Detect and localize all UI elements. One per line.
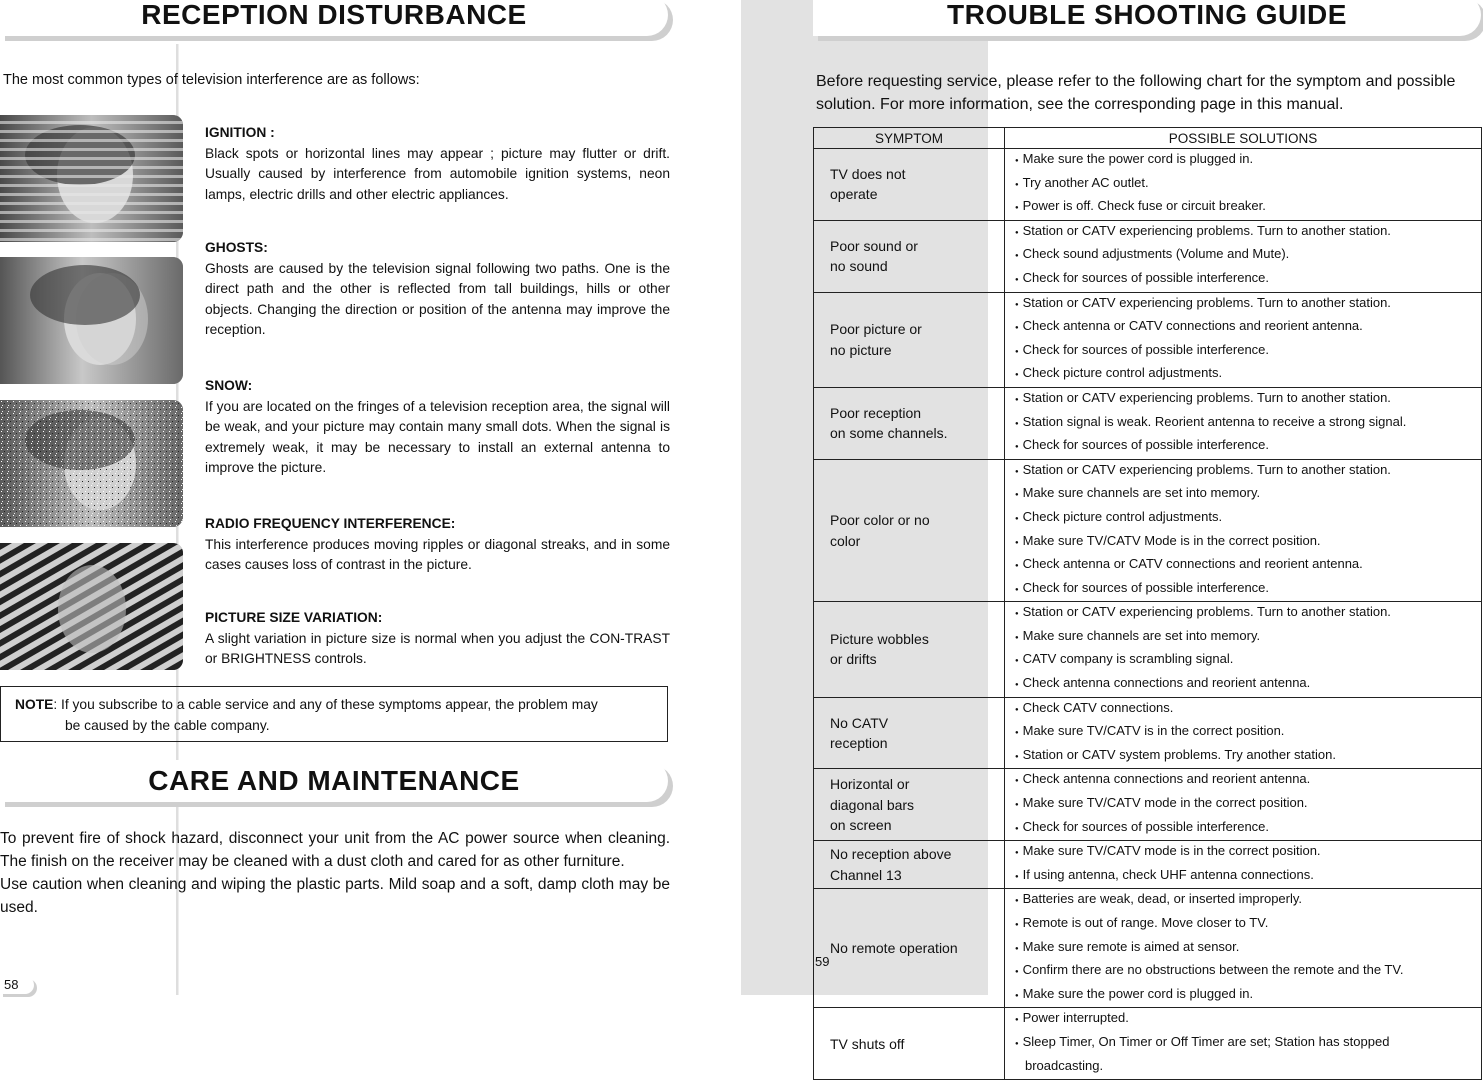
- table-row: [814, 1008, 1482, 1080]
- solutions-cell: [1005, 602, 1482, 697]
- solutions-cell: [1005, 459, 1482, 602]
- symptom-cell: [814, 1008, 1005, 1080]
- symptom-line: No CATV: [830, 714, 889, 731]
- ghosts-text: Ghosts are caused by the television signal following two paths. One is the direct path and the other is reflected from tall buildings, hills or other objects. Changing the direction or position of the antenna may improve the reception.: [205, 260, 670, 337]
- snow-interference-photo: [0, 400, 183, 527]
- symptom-cell: [814, 292, 1005, 387]
- solution-item: ● Check for sources of possible interference.: [1015, 578, 1473, 602]
- solution-item: ● Batteries are weak, dead, or inserted improperly.: [1015, 889, 1473, 913]
- symptom-line: No remote operation: [830, 940, 958, 957]
- left-page: [0, 0, 676, 995]
- symptom-line: Poor picture or: [830, 321, 922, 338]
- solution-item: ● Make sure the power cord is plugged in.: [1015, 984, 1473, 1008]
- cable-note-box: [0, 686, 668, 742]
- solution-item: ● Try another AC outlet.: [1015, 173, 1473, 197]
- snow-photo-art: [0, 400, 183, 527]
- table-row: [814, 459, 1482, 602]
- solution-item: ● Confirm there are no obstructions between the remote and the TV.: [1015, 960, 1473, 984]
- solution-item: ● Station or CATV system problems. Try another station.: [1015, 745, 1473, 769]
- symptom-cell: [814, 602, 1005, 697]
- solution-item: ● Station or CATV experiencing problems. Turn to another station.: [1015, 293, 1473, 317]
- ignition-section: [205, 123, 670, 205]
- rf-section: [205, 514, 670, 576]
- snow-heading: SNOW:: [205, 378, 253, 393]
- symptom-line: Picture wobbles: [830, 630, 929, 647]
- solution-item: ● Make sure channels are set into memory.: [1015, 483, 1473, 507]
- solution-item: ● Check antenna or CATV connections and reorient antenna.: [1015, 316, 1473, 340]
- page-number-58: 58: [0, 976, 34, 994]
- solution-item: ● Make sure TV/CATV is in the correct position.: [1015, 721, 1473, 745]
- solution-item: ● Check antenna connections and reorient antenna.: [1015, 673, 1473, 697]
- ghosts-section: [205, 238, 670, 341]
- ghosts-interference-photo: [0, 257, 183, 384]
- reception-title-banner: [0, 0, 668, 36]
- note-line1: : If you subscribe to a cable service and any of these symptoms appear, the problem may: [53, 697, 598, 712]
- symptom-line: diagonal bars: [830, 796, 915, 813]
- symptom-line: Poor reception: [830, 404, 922, 421]
- symptom-line: Poor color or no: [830, 512, 930, 528]
- table-row: [814, 602, 1482, 697]
- symptom-cell: [814, 697, 1005, 769]
- note-line2: be caused by the cable company.: [65, 718, 270, 733]
- care-text: [0, 827, 670, 919]
- solution-item: ● Check sound adjustments (Volume and Mute).: [1015, 244, 1473, 268]
- solution-item: ● Check for sources of possible interference.: [1015, 435, 1473, 459]
- solution-item: broadcasting.: [1025, 1057, 1104, 1073]
- solution-item: ● Make sure TV/CATV Mode is in the correct position.: [1015, 531, 1473, 555]
- symptom-line: Horizontal or: [830, 776, 910, 793]
- symptom-line: color: [830, 532, 861, 549]
- symptom-line: No reception above: [830, 846, 952, 863]
- solution-item: ● Station or CATV experiencing problems. Turn to another station.: [1015, 460, 1473, 484]
- solution-item: ● Make sure remote is aimed at sensor.: [1015, 937, 1473, 961]
- solutions-cell: [1005, 1008, 1482, 1080]
- solution-item: ● Make sure TV/CATV mode is in the correct position.: [1015, 841, 1473, 865]
- solution-item: ● Make sure channels are set into memory.: [1015, 626, 1473, 650]
- size-variation-heading: PICTURE SIZE VARIATION:: [205, 610, 383, 625]
- solution-item: ● Sleep Timer, On Timer or Off Timer are set; Station has stopped: [1015, 1032, 1473, 1056]
- table-row: [814, 387, 1482, 459]
- ignition-text: Black spots or horizontal lines may appear ; picture may flutter or drift. Usually caused by interference from automobile ignition systems, neon lamps, electric drills and other electric appliances.: [205, 145, 670, 202]
- table-row: [814, 292, 1482, 387]
- solution-item: ● Check picture control adjustments.: [1015, 363, 1473, 387]
- trouble-shooting-table: [813, 127, 1482, 1080]
- size-variation-text: A slight variation in picture size is normal when you adjust the CON-TRAST or BRIGHTNESS controls.: [205, 630, 670, 666]
- solution-item: ● Check for sources of possible interference.: [1015, 817, 1473, 841]
- symptom-line: no sound: [830, 258, 888, 275]
- solutions-cell: [1005, 769, 1482, 841]
- symptom-cell: [814, 220, 1005, 292]
- rf-photo-art: [0, 543, 183, 670]
- snow-section: [205, 376, 670, 479]
- solutions-cell: [1005, 220, 1482, 292]
- care-title-banner: [0, 760, 668, 802]
- solution-item: ● Station signal is weak. Reorient antenna to receive a strong signal.: [1015, 412, 1473, 436]
- symptom-line: operate: [830, 186, 878, 203]
- page-title-care: CARE AND MAINTENANCE: [148, 765, 520, 796]
- ghosts-photo-art: [0, 257, 183, 384]
- solution-item: ● Check for sources of possible interference.: [1015, 340, 1473, 364]
- ignition-interference-photo: [0, 115, 183, 242]
- solution-item: ● Station or CATV experiencing problems. Turn to another station.: [1015, 388, 1473, 412]
- symptom-cell: [814, 841, 1005, 889]
- note-label: NOTE: [15, 697, 54, 712]
- trouble-table-body: [814, 149, 1482, 1080]
- ignition-heading: IGNITION :: [205, 125, 275, 140]
- symptom-line: Channel 13: [830, 866, 902, 883]
- table-row: [814, 769, 1482, 841]
- symptom-line: no picture: [830, 341, 892, 358]
- trouble-intro: Before requesting service, please refer to the following chart for the symptom and possible solution. For more information, see the corresponding page in this manual.: [816, 73, 1456, 113]
- snow-text: If you are located on the fringes of a television reception area, the signal will be weak, and your picture may contain many small dots. When the signal is extremely weak, it may be necessary to install an external antenna to improve the picture.: [205, 398, 670, 475]
- solution-item: ● CATV company is scrambling signal.: [1015, 649, 1473, 673]
- table-row: [814, 220, 1482, 292]
- solutions-cell: [1005, 889, 1482, 1008]
- solution-item: ● Station or CATV experiencing problems. Turn to another station.: [1015, 602, 1473, 626]
- solution-item: ● Check CATV connections.: [1015, 698, 1473, 722]
- solution-item: ● Check for sources of possible interference.: [1015, 268, 1473, 292]
- radio-frequency-interference-photo: [0, 543, 183, 670]
- symptom-cell: [814, 459, 1005, 602]
- solutions-cell: [1005, 292, 1482, 387]
- table-row: [814, 889, 1482, 1008]
- care-paragraph-1: To prevent fire of shock hazard, disconnect your unit from the AC power source when cleaning. The finish on the receiver may be cleaned with a dust cloth and cared for as other furniture.: [0, 830, 670, 870]
- symptom-header: SYMPTOM: [814, 128, 1005, 149]
- solutions-cell: [1005, 149, 1482, 221]
- symptom-line: Poor sound or: [830, 237, 918, 254]
- page-title-trouble: TROUBLE SHOOTING GUIDE: [947, 0, 1347, 30]
- ghosts-heading: GHOSTS:: [205, 240, 268, 255]
- symptom-line: TV does not: [830, 165, 906, 182]
- table-row: [814, 697, 1482, 769]
- solution-item: ● Remote is out of range. Move closer to TV.: [1015, 913, 1473, 937]
- rf-text: This interference produces moving ripples or diagonal streaks, and in some cases causes loss of contrast in the picture.: [205, 536, 670, 572]
- solutions-header: POSSIBLE SOLUTIONS: [1005, 128, 1482, 149]
- solution-item: ● Make sure the power cord is plugged in.: [1015, 149, 1473, 173]
- solution-item: ● Power is off. Check fuse or circuit breaker.: [1015, 196, 1473, 220]
- symptom-cell: [814, 769, 1005, 841]
- rf-heading: RADIO FREQUENCY INTERFERENCE:: [205, 516, 456, 531]
- table-row: [814, 841, 1482, 889]
- symptom-cell: [814, 149, 1005, 221]
- solution-item: ● If using antenna, check UHF antenna connections.: [1015, 865, 1473, 889]
- page-number-59: 59: [811, 953, 845, 971]
- symptom-line: or drifts: [830, 651, 877, 668]
- reception-intro: The most common types of television interference are as follows:: [3, 72, 420, 88]
- symptom-line: on some channels.: [830, 425, 948, 442]
- page-title-reception: RECEPTION DISTURBANCE: [141, 0, 527, 30]
- symptom-line: TV shuts off: [830, 1035, 905, 1052]
- care-paragraph-2: Use caution when cleaning and wiping the plastic parts. Mild soap and a soft, damp cloth may be used.: [0, 876, 670, 916]
- solutions-cell: [1005, 387, 1482, 459]
- symptom-cell: [814, 387, 1005, 459]
- ignition-photo-art: [0, 115, 183, 242]
- solution-item: ● Check picture control adjustments.: [1015, 507, 1473, 531]
- table-row: [814, 149, 1482, 221]
- solution-item: ● Make sure TV/CATV mode in the correct position.: [1015, 793, 1473, 817]
- size-variation-section: [205, 608, 670, 670]
- table-header-row: [814, 128, 1482, 149]
- solution-item: ● Check antenna connections and reorient antenna.: [1015, 769, 1473, 793]
- symptom-line: on screen: [830, 817, 892, 834]
- solution-item: ● Station or CATV experiencing problems. Turn to another station.: [1015, 221, 1473, 245]
- trouble-title-banner: [813, 0, 1481, 36]
- symptom-cell: [814, 889, 1005, 1008]
- solution-item: ● Power interrupted.: [1015, 1008, 1473, 1032]
- solution-item: ● Check antenna or CATV connections and reorient antenna.: [1015, 554, 1473, 578]
- solutions-cell: [1005, 697, 1482, 769]
- symptom-line: reception: [830, 735, 888, 752]
- solutions-cell: [1005, 841, 1482, 889]
